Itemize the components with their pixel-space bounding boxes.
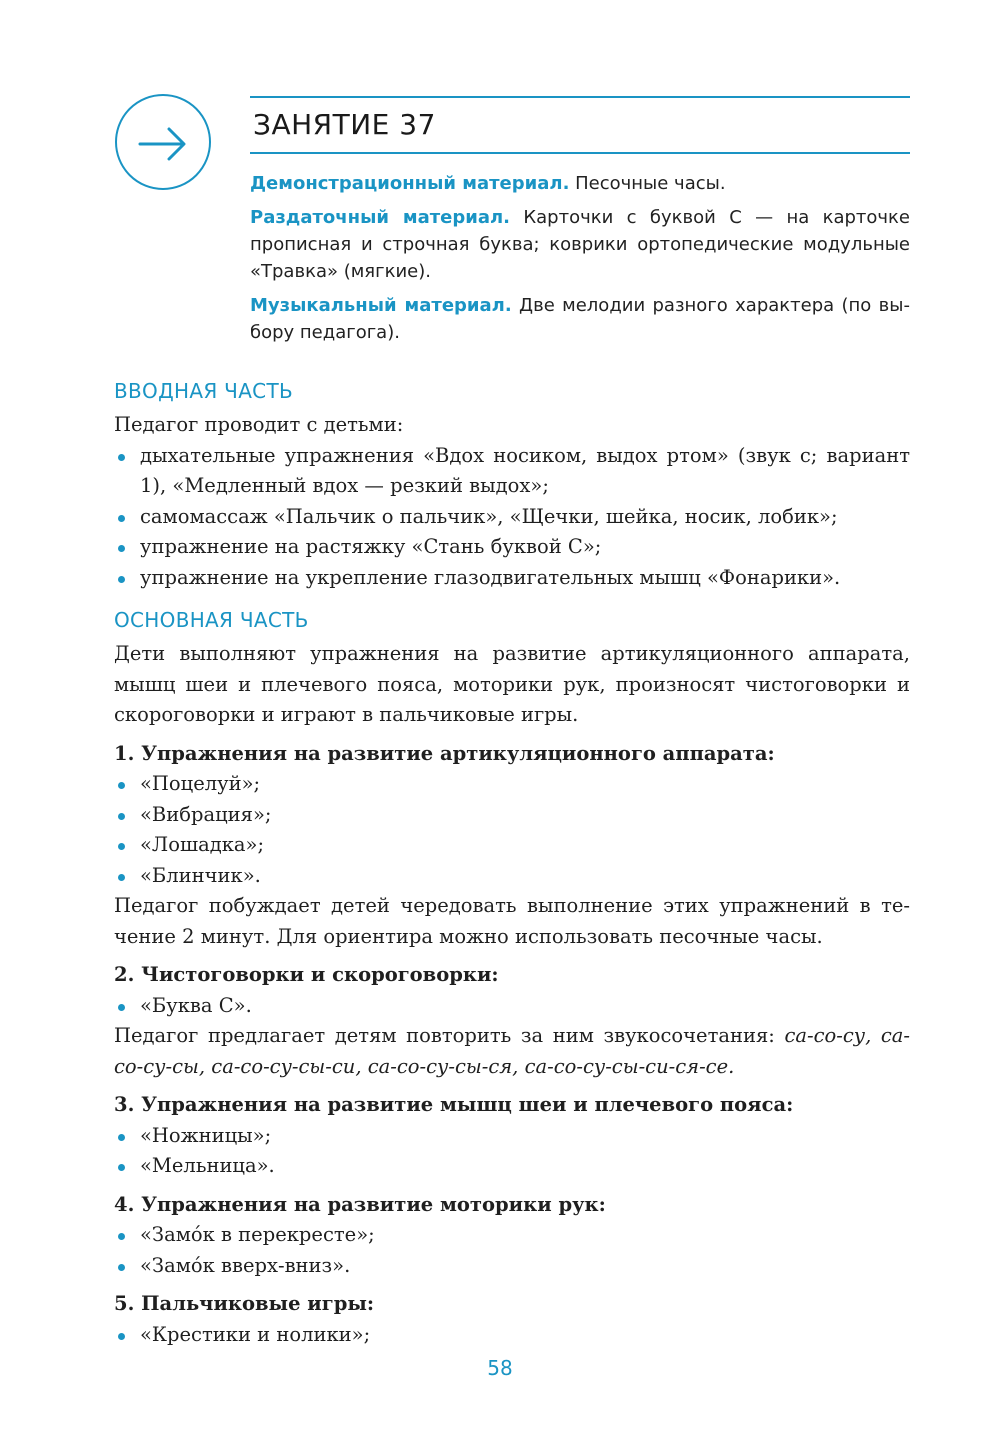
section-3-list [114,1121,910,1182]
demo-material-text: Песочные часы. [569,173,726,194]
list-item: «Замóк вверх-вниз». [114,1251,910,1282]
intro-heading: ВВОДНАЯ ЧАСТЬ [114,379,293,403]
list-item: «Крестики и нолики»; [114,1320,910,1351]
list-item: «Поцелуй»; [114,769,910,800]
list-item: самомассаж «Пальчик о пальчик», «Щечки, шейка, носик, лобик»; [114,502,910,533]
section-2-note [114,1021,910,1082]
section-3-title: 3. Упражнения на развитие мышц шеи и плечевого пояса: [114,1093,794,1116]
demo-material-label: Демонстрационный материал. [250,173,570,194]
main-lead: Дети выполняют упражнения на развитие артикуляционного аппарата, мышц шеи и плечевого пояса, моторики рук, произносят чистоговорки и скороговорки и играют в пальчиковые игры. [114,642,910,726]
list-item: «Вибрация»; [114,800,910,831]
lesson-title: ЗАНЯТИЕ 37 [253,108,436,141]
demo-material [250,170,910,197]
list-item: «Мельница». [114,1151,910,1182]
list-item: упражнение на растяжку «Стань буквой С»; [114,532,910,563]
arrow-right-icon [114,93,212,191]
section-1-title: 1. Упражнения на развитие артикуляционного аппарата: [114,741,775,765]
list-item: «Буква С». [114,991,910,1022]
handout-material-text: Карточки с буквой С — на карточке прописная и строчная буква; коврики ортопедические модульные «Травка» (мягкие). [250,207,910,282]
section-1-list [114,769,910,891]
handout-material-label: Раздаточный материал. [250,207,511,228]
section-2-title: 2. Чистоговорки и скороговорки: [114,963,499,986]
handout-material [250,204,910,285]
main-heading: ОСНОВНАЯ ЧАСТЬ [114,608,309,632]
section-1-note: Педагог побуждает детей чередовать выполнение этих упражнений в течение 2 минут. Для ориентира можно использовать песочные часы. [114,894,910,948]
music-material-label: Музыкальный материал. [250,295,512,316]
section-4-title: 4. Упражнения на развитие моторики рук: [114,1192,606,1216]
section-5-list [114,1320,910,1351]
section-2-list [114,991,910,1022]
intro-lead: Педагог проводит с детьми: [114,413,404,436]
list-item: «Лошадка»; [114,830,910,861]
list-item: дыхательные упражнения «Вдох носиком, выдох ртом» (звук с; вариант 1), «Медленный вдох — резкий выдох»; [114,441,910,502]
music-material [250,292,910,346]
section-4-list [114,1220,910,1281]
section-5-title: 5. Пальчиковые игры: [114,1292,375,1315]
section-2-note-text: Педагог предлагает детям повторить за ним звукосочетания: [114,1024,785,1047]
title-bottom-rule [250,152,910,154]
intro-list [114,441,910,594]
list-item: «Замóк в перекресте»; [114,1220,910,1251]
materials-block [250,170,910,353]
title-top-rule [250,96,910,98]
page-number: 58 [487,1356,513,1380]
list-item: «Блинчик». [114,861,910,892]
lesson-content [114,376,910,1350]
section-2-syllables: са-со-су, са-со-су-сы, са-со-су-сы-си, са-со-су-сы-ся, са-со-су-сы-си-ся-се. [114,1024,910,1078]
list-item: «Ножницы»; [114,1121,910,1152]
music-material-text: Две мелодии разного характера (по выбору педагога). [250,295,910,343]
list-item: упражнение на укрепление глазодвигательных мышц «Фонарики». [114,563,910,594]
